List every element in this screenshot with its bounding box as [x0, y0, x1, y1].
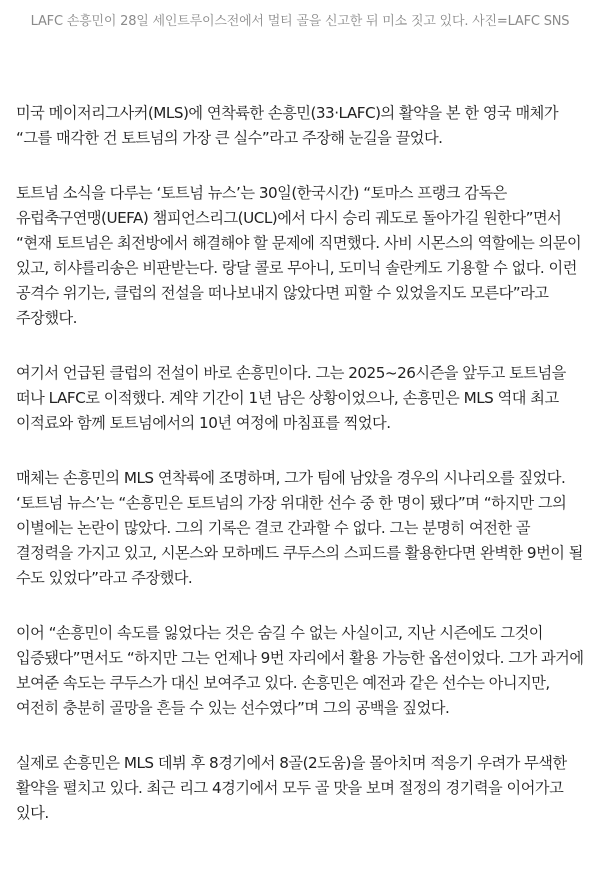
article-paragraph: 매체는 손흥민의 MLS 연착륙에 조명하며, 그가 팀에 남았을 경우의 시나리오를 짚었다. ‘토트넘 뉴스’는 “손흥민은 토트넘의 가장 위대한 선수 중 한 명이 됐다”며 “하지만 그의 이별에는 논란이 많았다. 그의 기록은 결코 간과할 수 없다. 그는 분명히 여전한 골 결정력을 가지고 있고, 시몬스와 모하메드 쿠두스의 스피드를 활용한다면 완벽한 9번이 될 수도 있었다”라고 주장했다.: [16, 469, 583, 587]
photo-caption: LAFC 손흥민이 28일 세인트루이스전에서 멀티 골을 신고한 뒤 미소 짓고 있다. 사진=LAFC SNS: [30, 14, 570, 29]
article-paragraph: 미국 메이저리그사커(MLS)에 연착륙한 손흥민(33·LAFC)의 활약을 본 한 영국 매체가 “그를 매각한 건 토트넘의 가장 큰 실수”라고 주장해 눈길을 끌었다.: [16, 104, 559, 147]
article-paragraph: 토트넘 소식을 다루는 ‘토트넘 뉴스’는 30일(한국시간) “토마스 프랭크 감독은 유럽축구연맹(UEFA) 챔피언스리그(UCL)에서 다시 승리 궤도로 돌아가길 원한다”면서 “현재 토트넘은 최전방에서 해결해야 할 문제에 직면했다. 사비 시몬스의 역할에는 의문이 있고, 히샤를리송은 비판받는다. 랑달 콜로 무아니, 도미닉 솔란케도 기용할 수 없다. 이런 공격수 위기는, 클럽의 전설을 떠나보내지 않았다면 피할 수 있었을지도 모른다”라고 주장했다.: [16, 184, 582, 327]
article-paragraph: 여기서 언급된 클럽의 전설이 바로 손흥민이다. 그는 2025~26시즌을 앞두고 토트넘을 떠나 LAFC로 이적했다. 계약 기간이 1년 남은 상황이었으나, 손흥민은 MLS 역대 최고 이적료와 함께 토트넘에서의 10년 여정에 마침표를 찍었다.: [16, 364, 566, 432]
article-paragraph: 이어 “손흥민이 속도를 잃었다는 것은 숨길 수 없는 사실이고, 지난 시즌에도 그것이 입증됐다”면서도 “하지만 그는 언제나 9번 자리에서 활용 가능한 옵션이었다. 그가 과거에 보여준 속도는 쿠두스가 대신 보여주고 있다. 손흥민은 예전과 같은 선수는 아니지만, 여전히 충분히 골망을 흔들 수 있는 선수였다”며 그의 공백을 짚었다.: [16, 624, 584, 717]
article-paragraph: 실제로 손흥민은 MLS 데뷔 후 8경기에서 8골(2도움)을 몰아치며 적응기 우려가 무색한 활약을 펼치고 있다. 최근 리그 4경기에서 모두 골 맛을 보며 절정의 경기력을 이어가고 있다.: [16, 754, 567, 822]
article-body: [16, 101, 588, 856]
